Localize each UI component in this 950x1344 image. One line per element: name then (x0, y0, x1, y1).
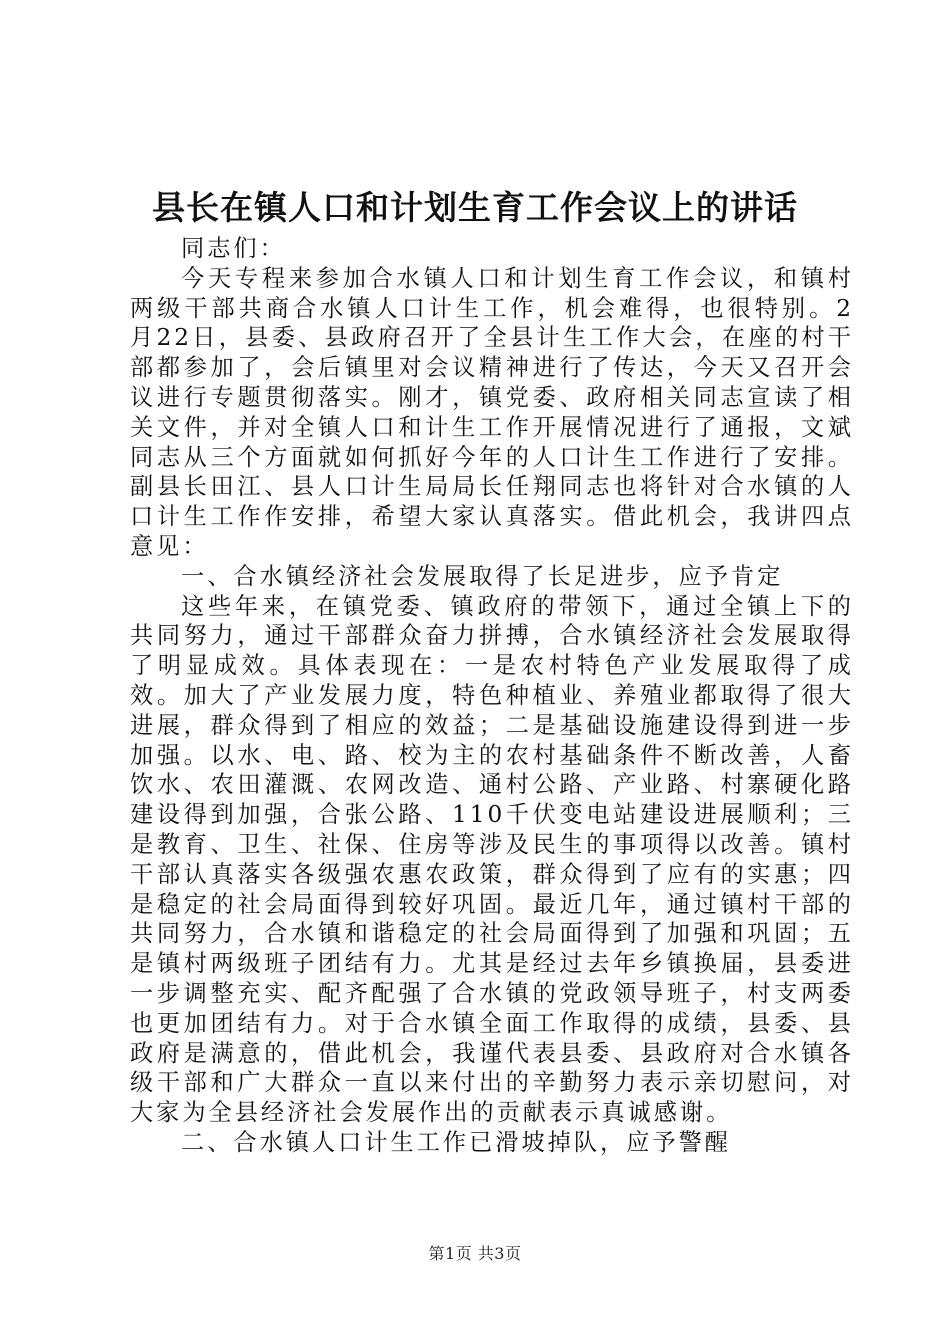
section-heading-one: 一、合水镇经济社会发展取得了长足进步，应予肯定 (181, 562, 784, 590)
document-body (130, 234, 854, 1158)
page-footer: 第1页 共3页 (428, 1244, 522, 1263)
intro-paragraph: 今天专程来参加合水镇人口和计划生育工作会议，和镇村两级干部共商合水镇人口计生工作，机会难得，也很特别。2月22日，县委、县政府召开了全县计生工作大会，在座的村干部都参加了，会后镇里对会议精神进行了传达，今天又召开会议进行专题贯彻落实。刚才，镇党委、政府相关同志宣读了相关文件，并对全镇人口和计生工作开展情况进行了通报，文斌同志从三个方面就如何抓好今年的人口计生工作进行了安排。副县长田江、县人口计生局局长任翔同志也将针对合水镇的人口计生工作作安排，希望大家认真落实。借此机会，我讲四点意见： (130, 264, 854, 560)
salutation-paragraph: 同志们： (181, 235, 286, 262)
section-heading-two: 二、合水镇人口计生工作已滑坡掉队，应予警醒 (181, 1128, 731, 1156)
document-title: 县长在镇人口和计划生育工作会议上的讲话 (152, 188, 798, 227)
section-one-paragraph: 这些年来，在镇党委、镇政府的带领下，通过全镇上下的共同努力，通过干部群众奋力拼搏，合水镇经济社会发展取得了明显成效。具体表现在：一是农村特色产业发展取得了成效。加大了产业发展力度，特色种植业、养殖业都取得了很大进展，群众得到了相应的效益；二是基础设施建设得到进一步加强。以水、电、路、校为主的农村基础条件不断改善，人畜饮水、农田灌溉、农网改造、通村公路、产业路、村寨硬化路建设得到加强，合张公路、110千伏变电站建设进展顺利；三是教育、卫生、社保、住房等涉及民生的事项得以改善。镇村干部认真落实各级强农惠农政策，群众得到了应有的实惠；四是稳定的社会局面得到较好巩固。最近几年，通过镇村干部的共同努力，合水镇和谐稳定的社会局面得到了加强和巩固；五是镇村两级班子团结有力。尤其是经过去年乡镇换届，县委进一步调整充实、配齐配强了合水镇的党政领导班子，村支两委也更加团结有力。对于合水镇全面工作取得的成绩，县委、县政府是满意的，借此机会，我谨代表县委、县政府对合水镇各级干部和广大群众一直以来付出的辛勤努力表示亲切慰问，对大家为全县经济社会发展作出的贡献表示真诚感谢。 (130, 592, 854, 1127)
